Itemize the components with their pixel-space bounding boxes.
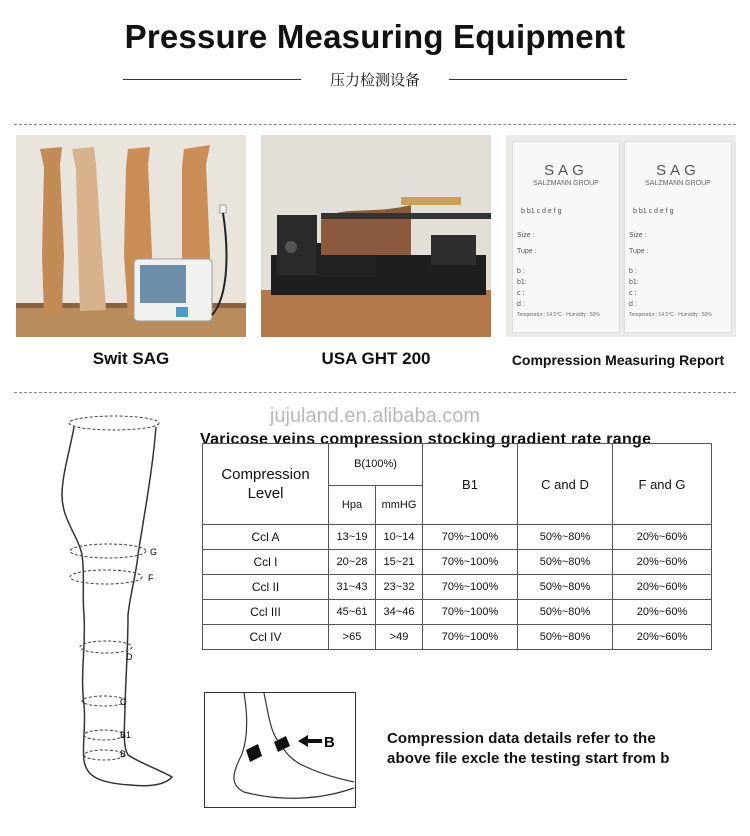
cell-hpa: 20~28 — [329, 550, 376, 575]
cell-cd: 50%~80% — [518, 550, 613, 575]
note-line-2: above file excle the testing start from b — [387, 750, 670, 767]
report-size-label: Size : — [629, 232, 647, 239]
cell-level: Ccl A — [203, 525, 329, 550]
table-header-row — [203, 444, 712, 486]
cell-level: Ccl I — [203, 550, 329, 575]
cell-cd: 50%~80% — [518, 525, 613, 550]
divider-top — [14, 124, 736, 125]
report-card-left — [512, 141, 620, 333]
report-row: d : — [629, 301, 637, 308]
table-row — [203, 575, 712, 600]
report-row: b : — [517, 268, 525, 275]
header-compression-level: Compression Level — [203, 444, 329, 525]
point-label-f: F — [148, 573, 154, 583]
cell-level: Ccl III — [203, 600, 329, 625]
report-rows — [517, 266, 527, 310]
leg-diagram — [40, 405, 190, 800]
report-brand: SAG — [656, 162, 700, 179]
cell-hpa: 13~19 — [329, 525, 376, 550]
table-row — [203, 550, 712, 575]
leg-forms-image — [16, 135, 246, 337]
table-row — [203, 625, 712, 650]
point-label-d: D — [126, 652, 133, 662]
header-b100: B(100%) — [329, 444, 423, 486]
header-mmhg: mmHG — [376, 485, 423, 525]
report-row: b1: — [517, 279, 527, 286]
header-b1: B1 — [423, 444, 518, 525]
cell-level: Ccl II — [203, 575, 329, 600]
report-type-label: Tupe : — [629, 248, 649, 255]
report-photo — [506, 135, 736, 337]
cell-cd: 50%~80% — [518, 600, 613, 625]
page-title: Pressure Measuring Equipment — [124, 18, 626, 55]
report-footer: Temperatur : 14.5°C - Humidity : 50% — [517, 312, 600, 318]
cell-cd: 50%~80% — [518, 625, 613, 650]
report-row: b : — [629, 268, 637, 275]
cell-cd: 50%~80% — [518, 575, 613, 600]
cell-fg: 20%~60% — [613, 575, 712, 600]
report-row: d : — [517, 301, 525, 308]
point-label-b1: B1 — [120, 730, 132, 740]
subtitle-rule-right — [449, 79, 627, 80]
report-footer: Temperatur : 14.5°C - Humidity : 50% — [629, 312, 712, 318]
report-company: SALZMANN GROUP — [533, 180, 599, 187]
cell-mmhg: 10~14 — [376, 525, 423, 550]
cell-b1: 70%~100% — [423, 625, 518, 650]
cell-hpa: 31~43 — [329, 575, 376, 600]
cell-fg: 20%~60% — [613, 550, 712, 575]
cell-b1: 70%~100% — [423, 525, 518, 550]
table-heading: Varicose veins compression stocking gradient rate range — [200, 431, 652, 448]
cell-fg: 20%~60% — [613, 600, 712, 625]
cell-mmhg: 23~32 — [376, 575, 423, 600]
swit-sag-photo — [16, 135, 246, 337]
report-row: c : — [629, 290, 637, 297]
report-points: b b1 c d e f g — [633, 208, 674, 215]
page-subtitle: 压力检测设备 — [329, 71, 420, 89]
ght-machine-image — [261, 135, 491, 337]
cell-b1: 70%~100% — [423, 550, 518, 575]
note-line-1: Compression data details refer to the — [387, 730, 656, 747]
ght-200-photo — [261, 135, 491, 337]
cell-mmhg: >49 — [376, 625, 423, 650]
ankle-label-b: B — [324, 734, 335, 751]
table-row — [203, 600, 712, 625]
report-company: SALZMANN GROUP — [645, 180, 711, 187]
caption-report: Compression Measuring Report — [511, 352, 725, 368]
cell-mmhg: 15~21 — [376, 550, 423, 575]
table-row — [203, 525, 712, 550]
report-row: b1: — [629, 279, 639, 286]
subtitle-rule-left — [123, 79, 301, 80]
report-brand: SAG — [544, 162, 588, 179]
cell-fg: 20%~60% — [613, 625, 712, 650]
report-size-label: Size : — [517, 232, 535, 239]
gradient-table — [202, 443, 712, 650]
ankle-diagram — [204, 692, 356, 808]
header-hpa: Hpa — [329, 485, 376, 525]
cell-b1: 70%~100% — [423, 600, 518, 625]
report-type-label: Tupe : — [517, 248, 537, 255]
point-label-g: G — [150, 547, 158, 557]
cell-mmhg: 34~46 — [376, 600, 423, 625]
cell-hpa: 45~61 — [329, 600, 376, 625]
report-rows — [629, 266, 639, 310]
cell-level: Ccl IV — [203, 625, 329, 650]
report-card-right — [624, 141, 732, 333]
report-points: b b1 c d e f g — [521, 208, 562, 215]
cell-b1: 70%~100% — [423, 575, 518, 600]
caption-ght-200: USA GHT 200 — [321, 349, 431, 368]
header-c-and-d: C and D — [518, 444, 613, 525]
header-f-and-g: F and G — [613, 444, 712, 525]
divider-middle — [14, 392, 736, 393]
point-label-b: B — [120, 749, 127, 759]
report-row: c : — [517, 290, 525, 297]
cell-fg: 20%~60% — [613, 525, 712, 550]
point-label-c: C — [120, 697, 127, 707]
caption-swit-sag: Swit SAG — [92, 349, 170, 368]
cell-hpa: >65 — [329, 625, 376, 650]
watermark-text: jujuland.en.alibaba.com — [269, 405, 481, 427]
